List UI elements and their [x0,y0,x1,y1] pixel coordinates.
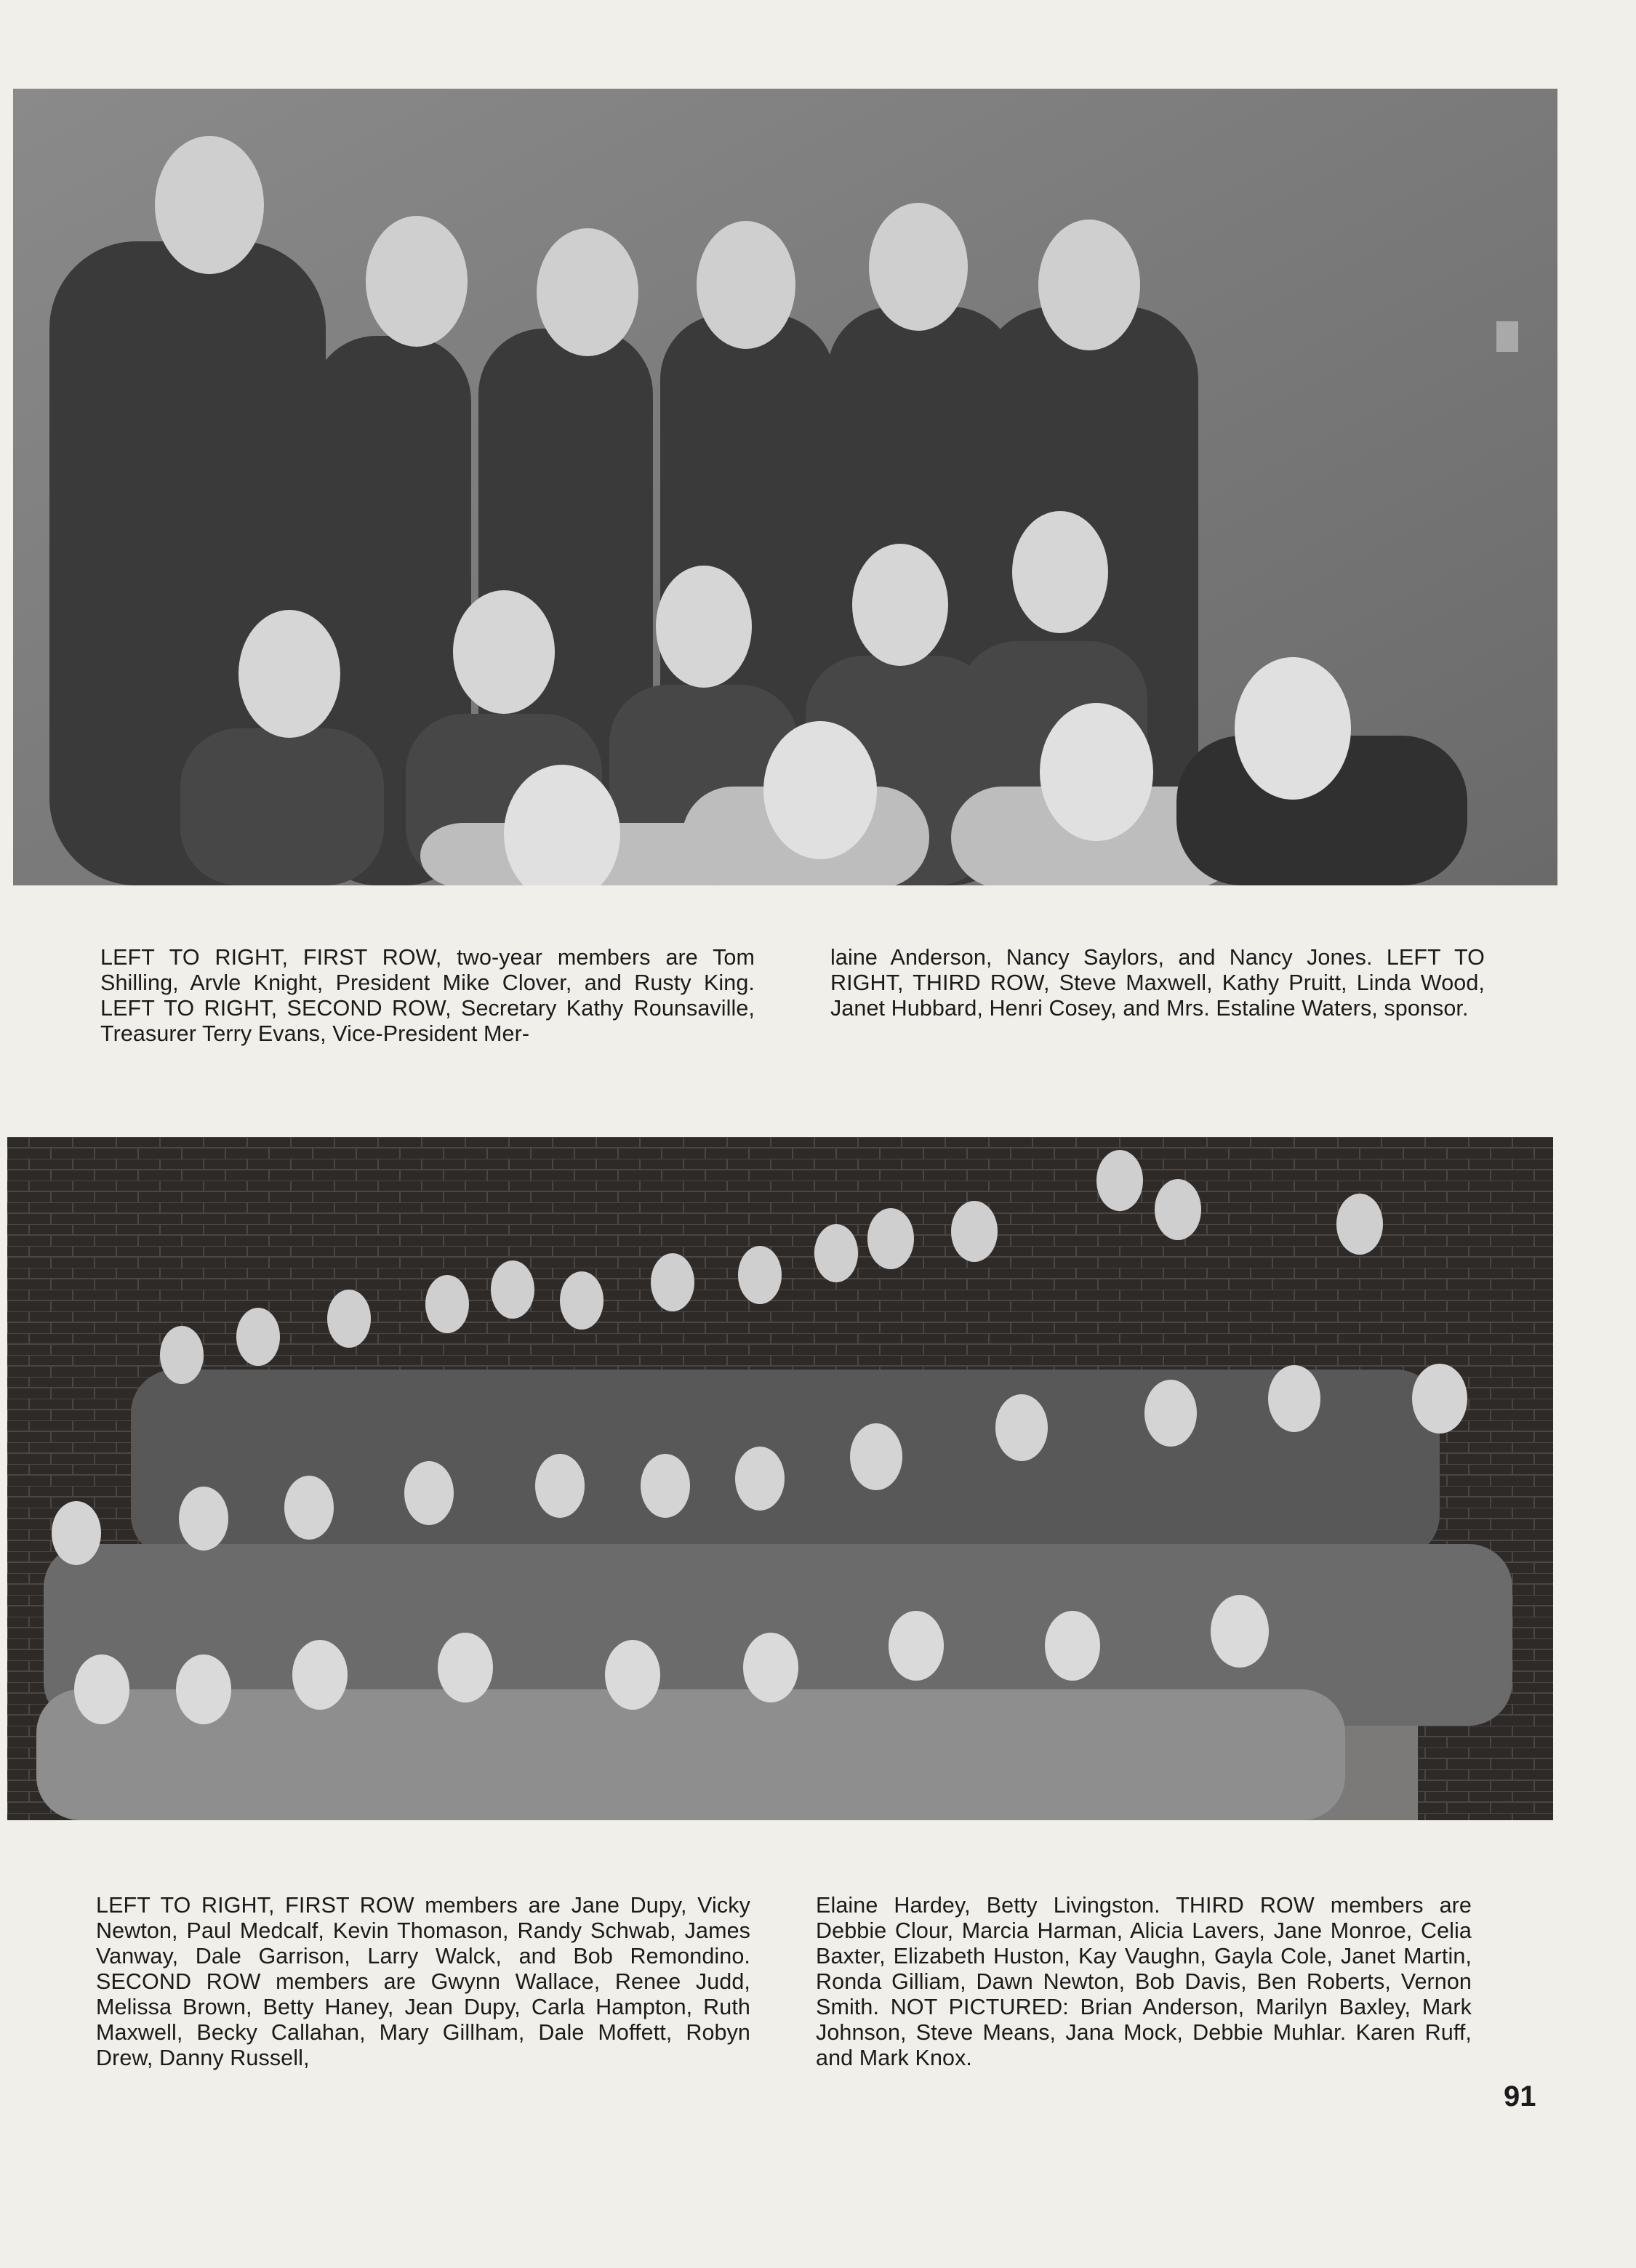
group-photo-bottom-image [7,1137,1553,1820]
caption-top-right: laine Anderson, Nancy Saylors, and Nancy Jones. LEFT TO RIGHT, THIRD ROW, Steve Maxwell, Kathy Pruitt, Linda Wood, Janet Hubbard, Henri Cosey, and Mrs. Estaline Waters, sponsor. [830,945,1485,1021]
group-photo-top-image [13,89,1557,885]
group-photo-bottom [7,1137,1553,1820]
caption-top-left: LEFT TO RIGHT, FIRST ROW, two-year members are Tom Shilling, Arvle Knight, President Mike Clover, and Rusty King. LEFT TO RIGHT, SECOND ROW, Secretary Kathy Rounsaville, Treasurer Terry Evans, Vice-President Mer- [100,945,755,1046]
group-photo-top [13,89,1557,885]
caption-bottom-left: LEFT TO RIGHT, FIRST ROW members are Jane Dupy, Vicky Newton, Paul Medcalf, Kevin Thomason, Randy Schwab, James Vanway, Dale Garrison, Larry Walck, and Bob Remondino. SECOND ROW members are Gwynn Wallace, Renee Judd, Melissa Brown, Betty Haney, Jean Dupy, Carla Hampton, Ruth Maxwell, Becky Callahan, Mary Gillham, Dale Moffett, Robyn Drew, Danny Russell, [96,1893,750,2070]
caption-bottom-right: Elaine Hardey, Betty Livingston. THIRD ROW members are Debbie Clour, Marcia Harman, Alicia Lavers, Jane Monroe, Celia Baxter, Elizabeth Huston, Kay Vaughn, Gayla Cole, Janet Martin, Ronda Gilliam, Dawn Newton, Bob Davis, Ben Roberts, Vernon Smith. NOT PICTURED: Brian Anderson, Marilyn Baxley, Mark Johnson, Steve Means, Jana Mock, Debbie Muhlar. Karen Ruff, and Mark Knox. [816,1893,1472,2070]
page-number: 91 [1504,2080,1536,2112]
